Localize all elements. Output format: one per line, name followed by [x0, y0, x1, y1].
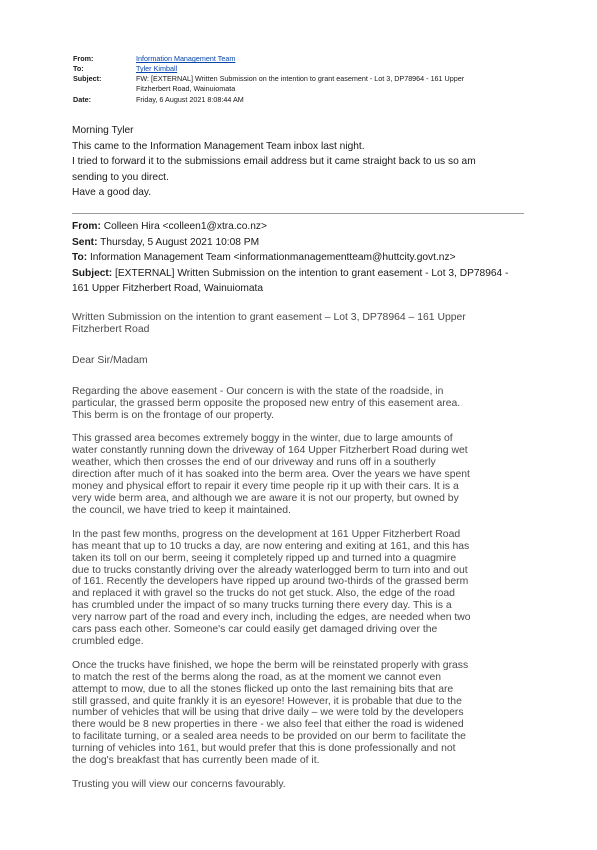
text-line: of 161. Recently the developers have ripped up around two-thirds of the grassed berm: [72, 576, 469, 588]
note-line: This came to the Information Management Team inbox last night.: [72, 140, 365, 152]
fwd-subject-label: Subject:: [72, 267, 113, 279]
fwd-sent-value: Thursday, 5 August 2021 10:08 PM: [100, 236, 260, 248]
subject-value: [136, 74, 543, 92]
text-line: there would be 8 new properties in there - we also feel that either the road is widened: [72, 719, 464, 731]
text-line: money and physical effort to repair it every time people rip it up with their cars. It is a: [72, 481, 459, 493]
letter-title: [72, 312, 528, 336]
text-line: This grassed area becomes extremely boggy in the winter, due to large amounts of: [72, 433, 453, 445]
note-line: I tried to forward it to the submissions email address but it came straight back to us so am: [72, 156, 476, 167]
subject-line-2: Fitzherbert Road, Wainuiomata: [136, 83, 236, 93]
divider: [72, 213, 524, 214]
text-line: attempt to mow, due to all the stones flicked up onto the last remaining bits that are: [72, 683, 454, 695]
text-line: and replaced it with gravel so the trucks do not get stuck. Also, the edge of the road: [72, 588, 455, 600]
header-from-row: [73, 54, 543, 63]
text-line: the dog's breakfast that has currently been made of it.: [72, 755, 320, 767]
text-line: crumbled edge.: [72, 635, 144, 647]
to-link[interactable]: Tyler Kimball: [136, 64, 178, 74]
date-value: Friday, 6 August 2021 8:08:44 AM: [136, 94, 244, 104]
text-line: very wide berm area, and although we are aware it is not our property, but owned by: [72, 492, 459, 504]
fwd-to-row: [72, 250, 532, 266]
text-line: has crumbled under the impact of so many trucks turning there every day. This is a: [72, 600, 452, 612]
fwd-subject-row: [72, 266, 532, 282]
paragraph-2: [72, 433, 528, 516]
header-to-row: [73, 64, 543, 73]
text-line: Once the trucks have finished, we hope the berm will be reinstated properly with grass: [72, 659, 469, 671]
forwarded-header: [72, 219, 532, 297]
fwd-sent-label: Sent:: [72, 236, 98, 248]
date-label: Date:: [73, 94, 91, 104]
fwd-to-label: To:: [72, 252, 88, 263]
text-line: particular, the grassed berm opposite the proposed new entry of this easement area.: [72, 397, 461, 409]
text-line: In the past few months, progress on the development at 161 Upper Fitzherbert Road: [72, 528, 461, 540]
text-line: to facilitate turning, or a sealed area needs to be provided on our berm to facilitate the: [72, 731, 466, 743]
to-label: To:: [73, 64, 84, 74]
header-subject-row: [73, 74, 543, 92]
fwd-from-value: Colleen Hira <colleen1@xtra.co.nz>: [103, 221, 267, 232]
text-line: cars pass each other. Someone's car could easily get damaged driving over the: [72, 624, 438, 636]
fwd-sent-row: [72, 235, 532, 251]
subject-line-1: FW: [EXTERNAL] Written Submission on the intention to grant easement - Lot 3, DP78964 - 161 Upper: [136, 74, 465, 84]
note-greeting: Morning Tyler: [72, 125, 134, 136]
title-line: Fitzherbert Road: [72, 323, 150, 335]
header-date-row: [73, 95, 543, 104]
text-line: This berm is on the frontage of our property.: [72, 409, 274, 421]
text-line: has meant that up to 10 trucks a day, are now entering and exiting at 161, and this has: [72, 540, 470, 552]
text-line: to match the rest of the berms along the road, as at the moment we cannot even: [72, 671, 442, 683]
fwd-subject-line-1: [EXTERNAL] Written Submission on the intention to grant easement - Lot 3, DP78964 -: [115, 267, 509, 279]
note-line: sending to you direct.: [72, 171, 169, 183]
text-line: Regarding the above easement - Our concern is with the state of the roadside, in: [72, 385, 444, 397]
text-line: water constantly running down the driveway of 164 Upper Fitzherbert Road during wet: [72, 445, 468, 457]
from-link[interactable]: Information Management Team: [136, 54, 236, 63]
paragraph-3: [72, 529, 528, 648]
fwd-to-value: Information Management Team <informationmanagementteam@huttcity.govt.nz>: [89, 252, 456, 263]
paragraph-4: [72, 660, 528, 767]
text-line: due to trucks constantly driving over the already waterlogged berm to turn into and out: [72, 564, 468, 576]
fwd-subject-row-2: 161 Upper Fitzherbert Road, Wainuiomata: [72, 283, 264, 294]
subject-label: Subject:: [73, 74, 102, 84]
text-line: taken its toll on our berm, seeing it completely ripped up and turned into a quagmire: [72, 552, 457, 564]
closing: Trusting you will view our concerns favourably.: [72, 779, 286, 790]
text-line: turning of vehicles into 161, but would prefer that this is done professionally and not: [72, 743, 456, 755]
note-signoff: Have a good day.: [72, 187, 152, 198]
text-line: weather, which then crosses the end of our driveway and runs off in a southerly: [72, 457, 436, 469]
from-label: From:: [73, 54, 94, 63]
text-line: very narrow part of the road and every inch, including the edges, are needed when two: [72, 612, 471, 624]
paragraph-1: [72, 386, 528, 422]
letter-body: [72, 312, 528, 803]
title-line: Written Submission on the intention to grant easement – Lot 3, DP78964 – 161 Upper: [72, 312, 466, 323]
text-line: number of vehicles that will be using that drive daily – we were told by the developers: [72, 707, 464, 719]
salutation: Dear Sir/Madam: [72, 354, 148, 366]
text-line: still grassed, and quite frankly it is an eyesore! However, it is probable that due to the: [72, 695, 462, 707]
fwd-from-label: From:: [72, 221, 101, 232]
text-line: direction after much of it has soaked into the berm area. Over the years we have spent: [72, 469, 470, 481]
text-line: the council, we have tried to keep it maintained.: [72, 504, 291, 516]
fwd-from-row: [72, 219, 532, 235]
forward-note: [72, 123, 532, 201]
email-header: [73, 54, 543, 105]
